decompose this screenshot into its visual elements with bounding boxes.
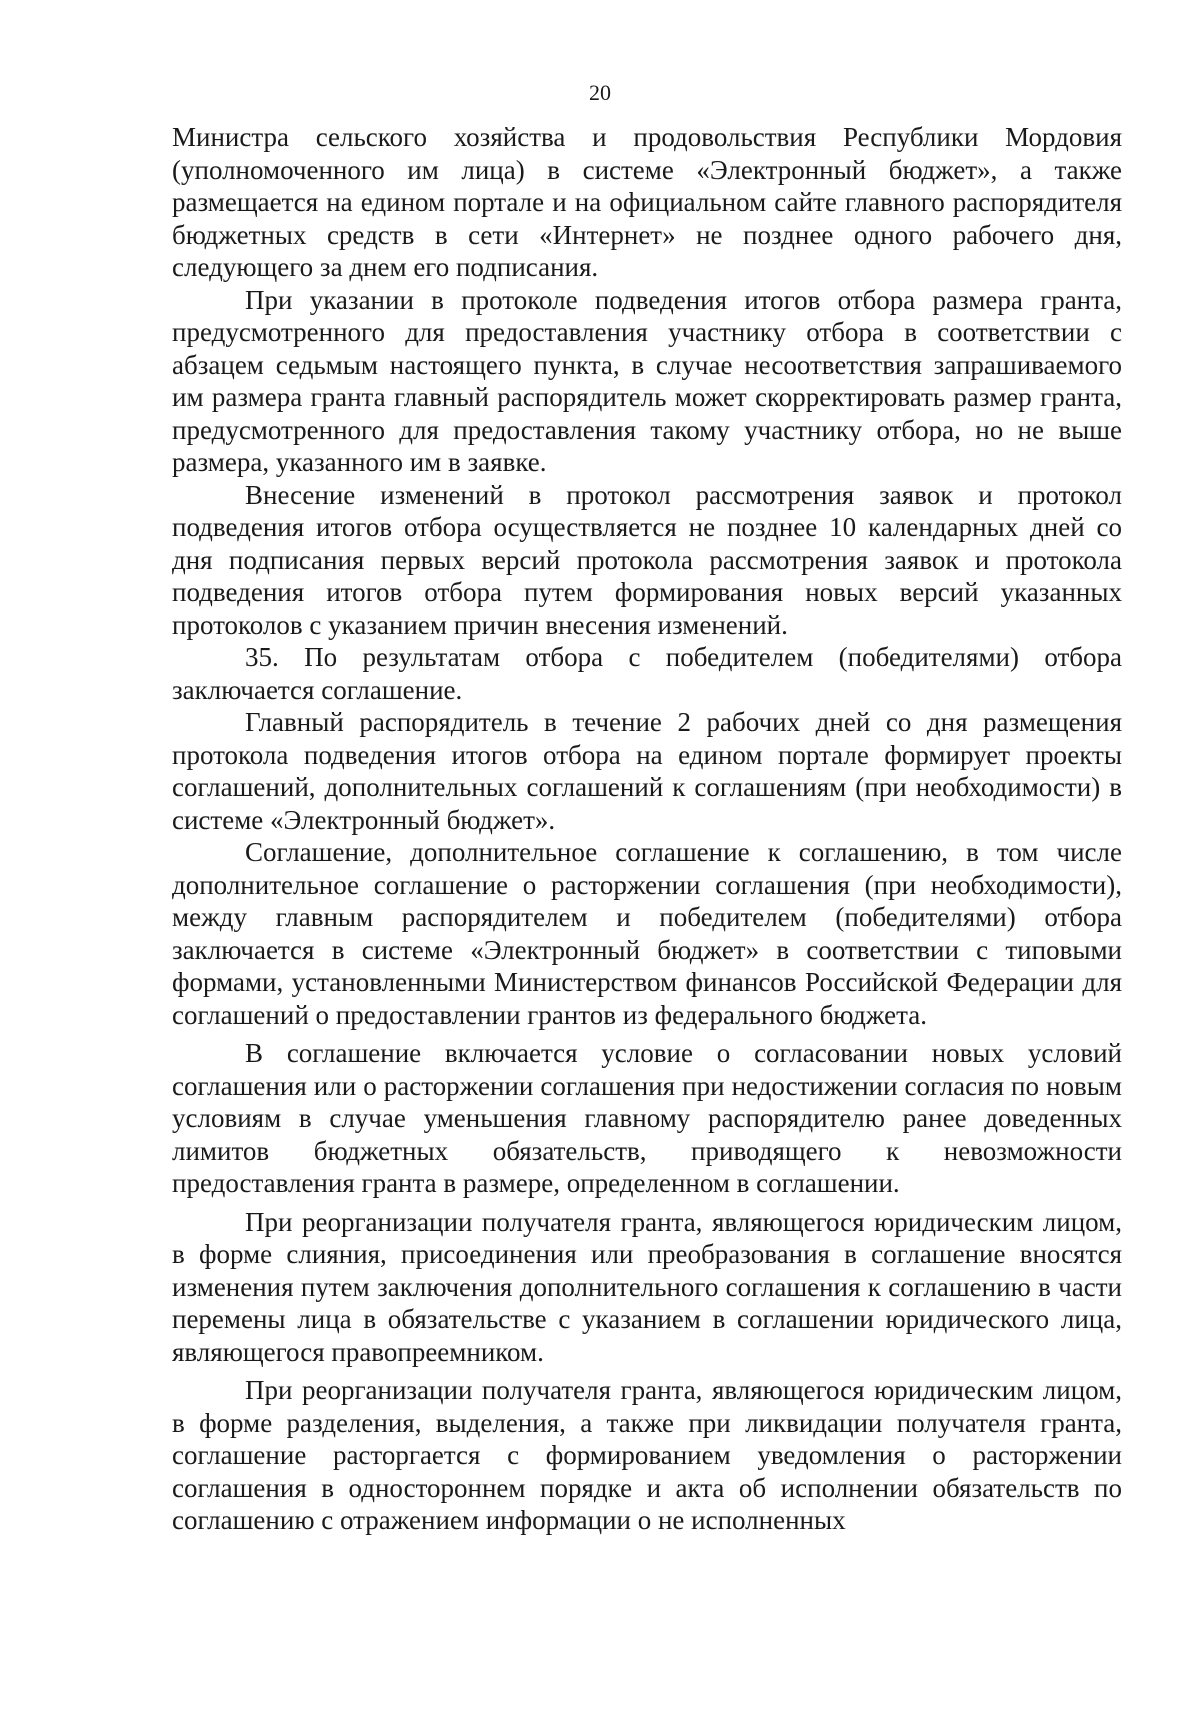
paragraph-reorganization-division: При реорганизации получателя гранта, являющегося юридическим лицом, в форме разделения, выделения, а также при ликвидации получателя гранта, соглашение расторгается с формированием уведомления о расторжении соглашения в одностороннем порядке и акта об исполнении обязательств по соглашению с отражением информации о не исполненных xyxy=(172,1375,1122,1535)
paragraph-item-35: 35. По результатам отбора с победителем (победителями) отбора заключается соглашение. xyxy=(172,642,1122,705)
paragraph-reorganization-merger: При реорганизации получателя гранта, являющегося юридическим лицом, в форме слияния, присоединения или преобразования в соглашение вносятся изменения путем заключения дополнительного соглашения к соглашению в части перемены лица в обязательстве с указанием в соглашении юридического лица, являющегося правопреемником. xyxy=(172,1206,1122,1367)
paragraph-grant-size-correction: При указании в протоколе подведения итогов отбора размера гранта, предусмотренного для предоставления участнику отбора в соответствии с абзацем седьмым настоящего пункта, в случае несоответствия запрашиваемого им размера гранта главный распорядитель может скорректировать размер гранта, предусмотренного для предоставления такому участнику отбора, но не выше размера, указанного им в заявке. xyxy=(172,284,1122,477)
paragraph-new-conditions: В соглашение включается условие о согласовании новых условий соглашения или о расторжении соглашения при недостижении согласия по новым условиям в случае уменьшения главному распорядителю ранее доведенных лимитов бюджетных обязательств, приводящего к невозможности предоставления гранта в размере, определенном в соглашении. xyxy=(172,1038,1122,1198)
document-body xyxy=(172,121,1122,1537)
paragraph-draft-agreements: Главный распорядитель в течение 2 рабочих дней со дня размещения протокола подведения итогов отбора на едином портале формирует проекты соглашений, дополнительных соглашений к соглашениям (при необходимости) в системе «Электронный бюджет». xyxy=(172,707,1122,835)
paragraph-agreement-forms: Соглашение, дополнительное соглашение к соглашению, в том числе дополнительное соглашение о расторжении соглашения (при необходимости), между главным распорядителем и победителем (победителями) отбора заключается в системе «Электронный бюджет» в соответствии с типовыми формами, установленными Министерством финансов Российской Федерации для соглашений о предоставлении грантов из федерального бюджета. xyxy=(172,837,1122,1030)
page-number: 20 xyxy=(589,80,611,105)
paragraph-continuation: Министра сельского хозяйства и продовольствия Республики Мордовия (уполномоченного им лица) в системе «Электронный бюджет», а также размещается на едином портале и на официальном сайте главного распорядителя бюджетных средств в сети «Интернет» не позднее одного рабочего дня, следующего за днем его подписания. xyxy=(172,122,1122,282)
paragraph-protocol-changes: Внесение изменений в протокол рассмотрения заявок и протокол подведения итогов отбора осуществляется не позднее 10 календарных дней со дня подписания первых версий протокола рассмотрения заявок и протокола подведения итогов отбора путем формирования новых версий указанных протоколов с указанием причин внесения изменений. xyxy=(172,479,1122,640)
